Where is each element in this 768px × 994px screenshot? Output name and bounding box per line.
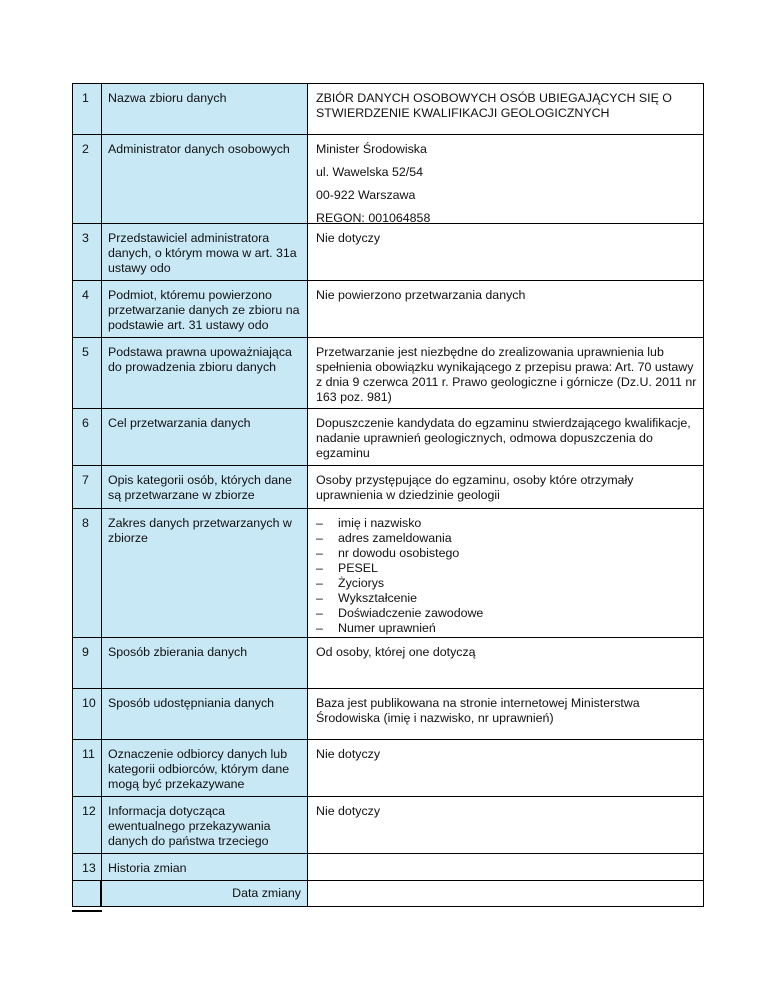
row-label: Zakres danych przetwarzanych w zbiorze <box>102 509 308 637</box>
blank-number-cell <box>72 881 102 906</box>
table-row <box>72 739 704 796</box>
table-row <box>72 337 704 408</box>
table-row <box>72 134 704 223</box>
table-row <box>72 508 704 637</box>
row-label: Administrator danych osobowych <box>102 135 308 223</box>
row-label: Sposób udostępniania danych <box>102 689 308 739</box>
table-row <box>72 280 704 337</box>
row-label: Sposób zbierania danych <box>102 638 308 688</box>
row-number: 5 <box>72 338 102 408</box>
row-value: Nie powierzono przetwarzania danych <box>308 281 704 337</box>
row-value: Przetwarzanie jest niezbędne do zrealizowania uprawnienia lub spełnienia obowiązku wynikającego z przepisu prawa: Art. 70 ustawy z dnia 9 czerwca 2011 r. Prawo geologiczne i górnicze (Dz.U. 2011 nr 163 poz. 981) <box>308 338 704 408</box>
row-number: 2 <box>72 135 102 223</box>
list-item: – Wykształcenie <box>316 591 418 605</box>
data-scope-list <box>316 516 697 636</box>
list-item: – PESEL <box>316 561 378 575</box>
row-value: Nie dotyczy <box>308 224 704 280</box>
row-number: 10 <box>72 689 102 739</box>
row-label: Historia zmian <box>102 854 308 880</box>
list-item: – adres zameldowania <box>316 531 452 545</box>
row-number: 12 <box>72 797 102 853</box>
table-footer-stub <box>72 907 704 912</box>
row-label: Informacja dotycząca ewentualnego przekazywania danych do państwa trzeciego <box>102 797 308 853</box>
date-of-change-value <box>308 881 704 906</box>
row-value: Osoby przystępujące do egzaminu, osoby które otrzymały uprawnienia w dziedzinie geologii <box>308 466 704 508</box>
row-number: 8 <box>72 509 102 637</box>
list-item: – Życiorys <box>316 576 385 590</box>
date-of-change-label: Data zmiany <box>102 881 308 906</box>
dash-bullet: – <box>316 576 323 590</box>
list-item: – Doświadczenie zawodowe <box>316 606 484 620</box>
administrator-regon: REGON: 001064858 <box>316 211 431 225</box>
list-item: – nr dowodu osobistego <box>316 546 460 560</box>
table-row <box>72 688 704 739</box>
row-number: 11 <box>72 740 102 796</box>
registry-table <box>72 83 704 912</box>
table-row <box>72 853 704 880</box>
change-history-value <box>308 854 704 880</box>
row-number: 6 <box>72 409 102 465</box>
row-number: 3 <box>72 224 102 280</box>
dash-bullet: – <box>316 546 323 560</box>
table-row <box>72 223 704 280</box>
row-value: Od osoby, której one dotyczą <box>308 638 704 688</box>
row-value <box>308 135 704 223</box>
dash-bullet: – <box>316 531 323 545</box>
row-label: Przedstawiciel administratora danych, o którym mowa w art. 31a ustawy odo <box>102 224 308 280</box>
footer-number-stub <box>72 907 102 912</box>
row-label: Oznaczenie odbiorcy danych lub kategorii odbiorców, którym dane mogą być przekazywane <box>102 740 308 796</box>
row-label: Podstawa prawna upoważniająca do prowadzenia zbioru danych <box>102 338 308 408</box>
administrator-name: Minister Środowiska <box>316 142 427 156</box>
row-value: Dopuszczenie kandydata do egzaminu stwierdzającego kwalifikacje, nadanie uprawnień geologicznych, odmowa dopuszczenia do egzaminu <box>308 409 704 465</box>
dash-bullet: – <box>316 606 323 620</box>
row-label: Cel przetwarzania danych <box>102 409 308 465</box>
row-value <box>308 509 704 637</box>
table-row <box>72 796 704 853</box>
row-label: Opis kategorii osób, których dane są przetwarzane w zbiorze <box>102 466 308 508</box>
date-of-change-row <box>72 880 704 907</box>
administrator-street: ul. Wawelska 52/54 <box>316 165 423 179</box>
row-number: 9 <box>72 638 102 688</box>
row-value: Nie dotyczy <box>308 740 704 796</box>
list-item: – imię i nazwisko <box>316 516 422 530</box>
table-row <box>72 408 704 465</box>
table-row <box>72 465 704 508</box>
dash-bullet: – <box>316 561 323 575</box>
row-label: Podmiot, któremu powierzono przetwarzanie danych ze zbioru na podstawie art. 31 ustawy odo <box>102 281 308 337</box>
row-number: 1 <box>72 84 102 134</box>
row-value: ZBIÓR DANYCH OSOBOWYCH OSÓB UBIEGAJĄCYCH SIĘ O STWIERDZENIE KWALIFIKACJI GEOLOGICZNYCH <box>308 84 704 134</box>
row-value: Nie dotyczy <box>308 797 704 853</box>
dash-bullet: – <box>316 591 323 605</box>
row-label: Nazwa zbioru danych <box>102 84 308 134</box>
row-number: 4 <box>72 281 102 337</box>
row-value: Baza jest publikowana na stronie internetowej Ministerstwa Środowiska (imię i nazwisko, nr uprawnień) <box>308 689 704 739</box>
row-number: 13 <box>72 854 102 880</box>
dash-bullet: – <box>316 621 323 635</box>
dash-bullet: – <box>316 516 323 530</box>
table-row <box>72 83 704 134</box>
table-row <box>72 637 704 688</box>
row-number: 7 <box>72 466 102 508</box>
administrator-city: 00-922 Warszawa <box>316 188 416 202</box>
list-item: – Numer uprawnień <box>316 621 436 635</box>
